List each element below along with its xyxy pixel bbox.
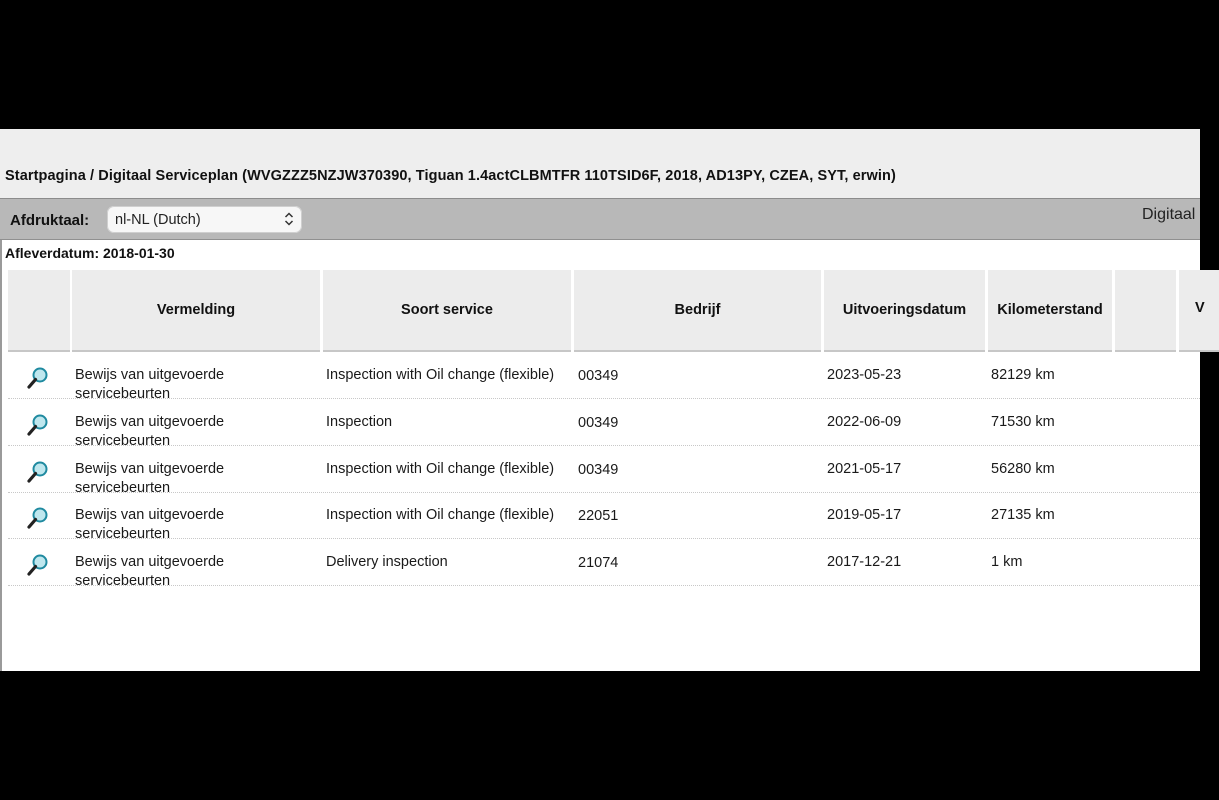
cell-datum: 2023-05-23: [827, 367, 902, 383]
column-header-uitvoeringsdatum[interactable]: Uitvoeringsdatum: [824, 270, 985, 352]
cell-km: 1 km: [991, 554, 1023, 570]
cell-km: 27135 km: [991, 507, 1055, 523]
vermelding-line-1: Bewijs van uitgevoerde: [75, 507, 225, 523]
vermelding-line-2: servicebeurten: [75, 525, 171, 542]
cell-datum: 2022-06-09: [827, 414, 902, 430]
cell-service: Inspection with Oil change (flexible): [326, 367, 555, 383]
vermelding-line-1: Bewijs van uitgevoerde: [75, 367, 225, 383]
column-header-v[interactable]: V: [1179, 270, 1219, 352]
cell-vermelding: [75, 413, 224, 450]
print-language-select[interactable]: [107, 206, 302, 233]
magnifier-icon[interactable]: [26, 506, 50, 530]
magnifier-icon[interactable]: [26, 460, 50, 484]
toolbar-right-text: Digitaal: [1142, 206, 1196, 223]
vermelding-line-2: servicebeurten: [75, 479, 171, 496]
vermelding-line-2: servicebeurten: [75, 385, 171, 402]
cell-km: 71530 km: [991, 414, 1055, 430]
cell-bedrijf: 22051: [578, 508, 619, 524]
column-header-vermelding[interactable]: Vermelding: [72, 270, 320, 352]
cell-vermelding: [75, 366, 224, 403]
cell-service: Inspection with Oil change (flexible): [326, 507, 555, 523]
cell-datum: 2019-05-17: [827, 507, 902, 523]
cell-vermelding: [75, 553, 224, 590]
print-toolbar: [0, 198, 1200, 240]
app-window: [0, 129, 1205, 671]
print-language-value: nl-NL (Dutch): [115, 212, 201, 228]
table-row: [8, 399, 1200, 449]
table-row: [8, 446, 1200, 496]
table-row: [8, 539, 1200, 589]
delivery-date: Afleverdatum: 2018-01-30: [5, 245, 175, 261]
cell-km: 82129 km: [991, 367, 1055, 383]
breadcrumb-bar: [0, 129, 1200, 198]
table-row: [8, 352, 1200, 402]
vermelding-line-1: Bewijs van uitgevoerde: [75, 461, 225, 477]
select-arrows-icon: [284, 211, 294, 227]
cell-bedrijf: 00349: [578, 368, 619, 384]
left-border: [0, 240, 2, 671]
column-header-kilometerstand[interactable]: Kilometerstand: [988, 270, 1112, 352]
magnifier-icon[interactable]: [26, 366, 50, 390]
cell-service: Delivery inspection: [326, 554, 448, 570]
table-row: [8, 492, 1200, 542]
cell-km: 56280 km: [991, 461, 1055, 477]
column-header-extra[interactable]: [1115, 270, 1176, 352]
vermelding-line-1: Bewijs van uitgevoerde: [75, 554, 225, 570]
cell-vermelding: [75, 506, 224, 543]
vermelding-line-1: Bewijs van uitgevoerde: [75, 414, 225, 430]
cell-bedrijf: 21074: [578, 555, 619, 571]
cell-service: Inspection: [326, 414, 393, 430]
cell-bedrijf: 00349: [578, 462, 619, 478]
column-header-icon: [8, 270, 70, 352]
cell-bedrijf: 00349: [578, 415, 619, 431]
cell-datum: 2021-05-17: [827, 461, 902, 477]
breadcrumb[interactable]: Startpagina / Digitaal Serviceplan (WVGZZZ5NZJW370390, Tiguan 1.4actCLBMTFR 110TSID6F, 2018, AD13PY, CZEA, SYT, erwin): [5, 168, 896, 184]
column-header-soort-service[interactable]: Soort service: [323, 270, 571, 352]
magnifier-icon[interactable]: [26, 553, 50, 577]
print-language-label: Afdruktaal:: [10, 212, 90, 229]
vermelding-line-2: servicebeurten: [75, 432, 171, 449]
vermelding-line-2: servicebeurten: [75, 572, 171, 589]
column-header-bedrijf[interactable]: Bedrijf: [574, 270, 821, 352]
cell-service: Inspection with Oil change (flexible): [326, 461, 555, 477]
cell-datum: 2017-12-21: [827, 554, 902, 570]
magnifier-icon[interactable]: [26, 413, 50, 437]
